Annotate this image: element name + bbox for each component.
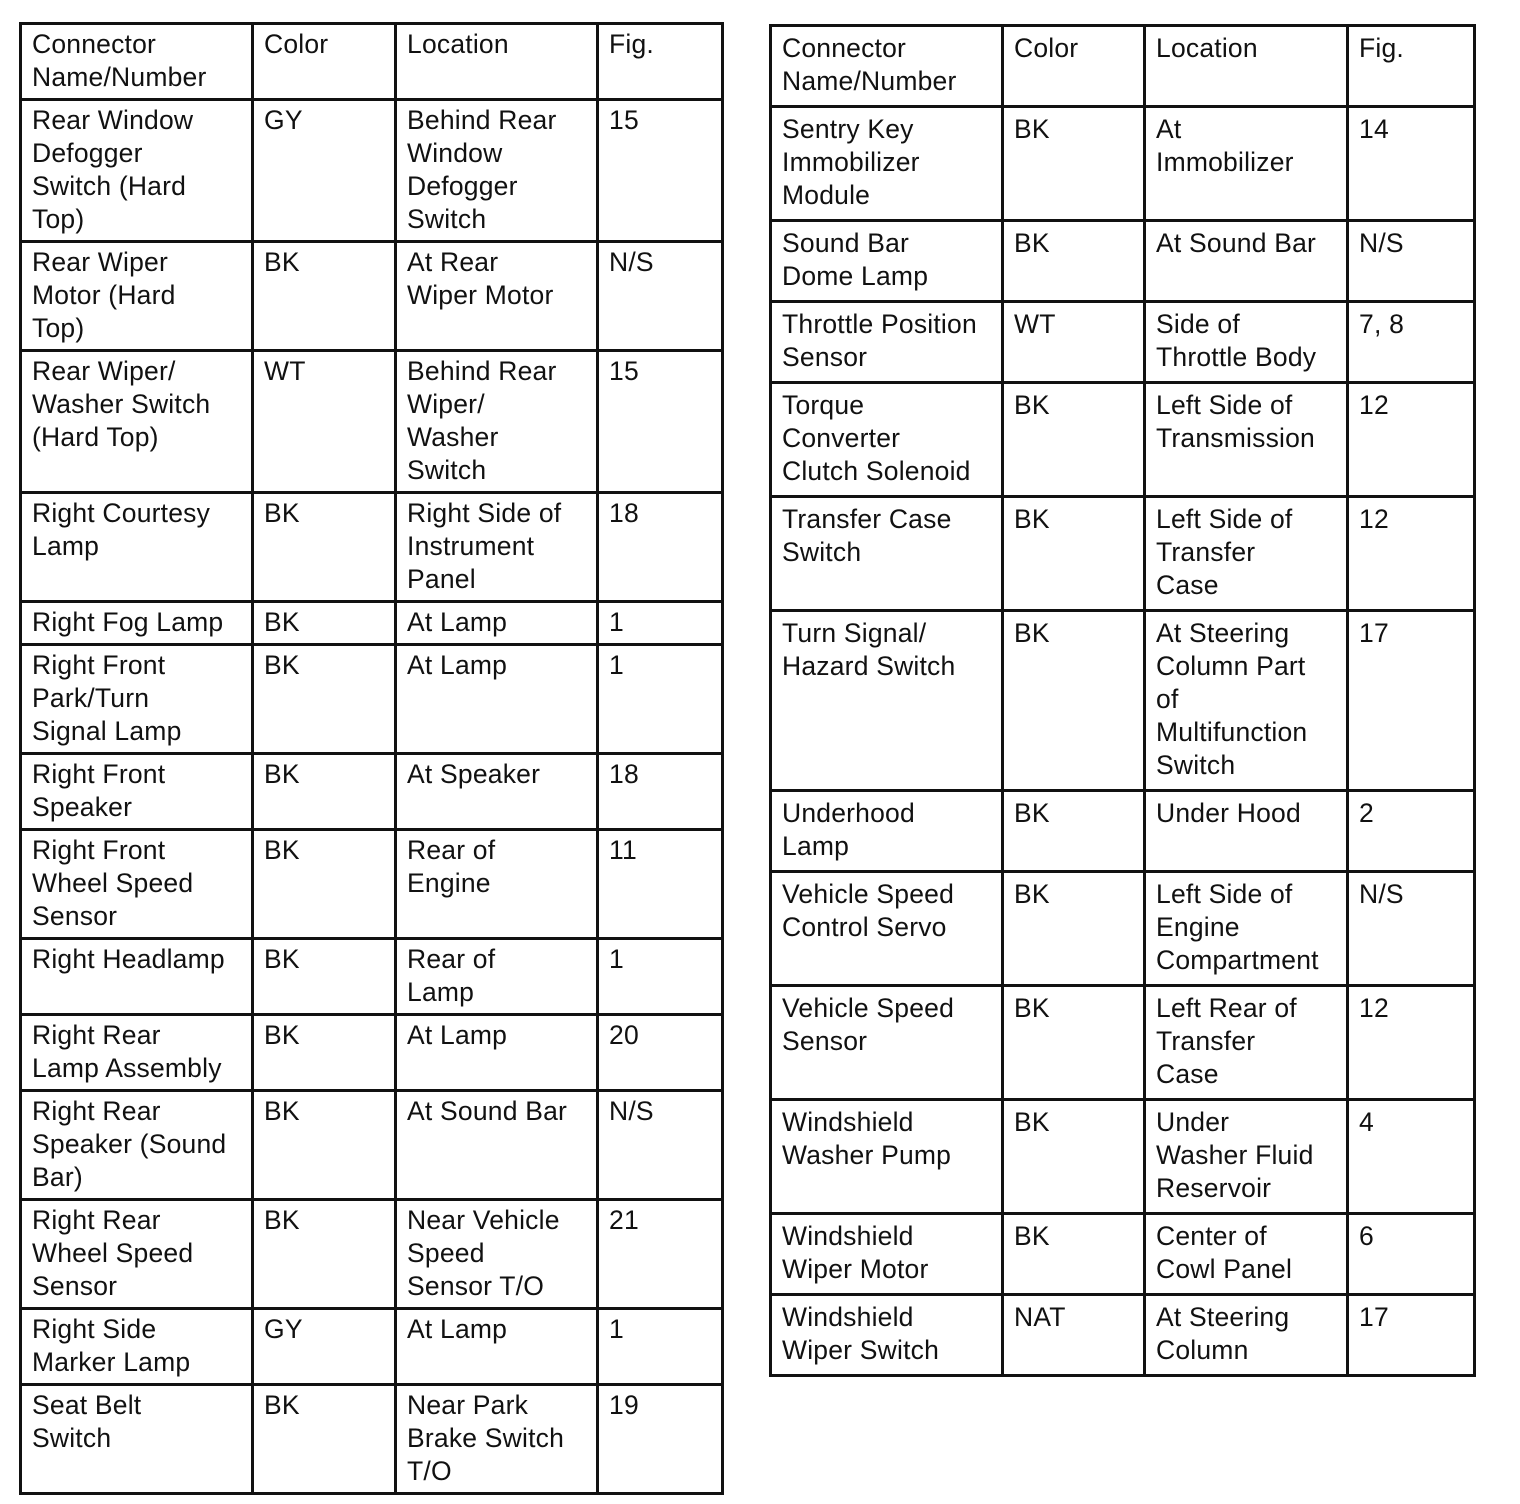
- cell-color: BK: [1003, 221, 1145, 302]
- cell-fig: 2: [1348, 791, 1475, 872]
- cell-color: BK: [253, 602, 396, 645]
- cell-connector-name: Rear Window Defogger Switch (Hard Top): [21, 100, 253, 242]
- table-row: [21, 100, 723, 242]
- cell-location: At Immobilizer: [1145, 107, 1348, 221]
- cell-color: BK: [253, 939, 396, 1015]
- cell-location: At Steering Column: [1145, 1295, 1348, 1376]
- table-row: [21, 493, 723, 602]
- cell-color: BK: [1003, 791, 1145, 872]
- header-location: Location: [1145, 26, 1348, 107]
- cell-location: At Sound Bar: [396, 1091, 598, 1200]
- table-row: [21, 645, 723, 754]
- cell-fig: 4: [1348, 1100, 1475, 1214]
- cell-color: BK: [253, 1015, 396, 1091]
- cell-location: Right Side of Instrument Panel: [396, 493, 598, 602]
- table-row: [771, 1100, 1475, 1214]
- table-row: [21, 1200, 723, 1309]
- cell-connector-name: Right Rear Lamp Assembly: [21, 1015, 253, 1091]
- connector-table-right: [769, 24, 1476, 1377]
- cell-color: BK: [253, 754, 396, 830]
- cell-connector-name: Transfer Case Switch: [771, 497, 1003, 611]
- cell-location: At Steering Column Part of Multifunction Switch: [1145, 611, 1348, 791]
- table-row: [21, 242, 723, 351]
- cell-fig: 12: [1348, 497, 1475, 611]
- cell-color: BK: [1003, 1214, 1145, 1295]
- table-row: [771, 611, 1475, 791]
- cell-location: Rear of Engine: [396, 830, 598, 939]
- table-row: [21, 351, 723, 493]
- cell-color: BK: [1003, 872, 1145, 986]
- table-row: [21, 1015, 723, 1091]
- table-body: [771, 107, 1475, 1376]
- cell-color: NAT: [1003, 1295, 1145, 1376]
- cell-location: At Lamp: [396, 1309, 598, 1385]
- cell-fig: 1: [598, 602, 723, 645]
- cell-location: Side of Throttle Body: [1145, 302, 1348, 383]
- table-body: [21, 100, 723, 1494]
- cell-color: BK: [1003, 497, 1145, 611]
- table-row: [771, 497, 1475, 611]
- table-row: [771, 221, 1475, 302]
- cell-fig: 12: [1348, 986, 1475, 1100]
- header-fig: Fig.: [1348, 26, 1475, 107]
- cell-location: At Lamp: [396, 1015, 598, 1091]
- cell-location: Left Side of Engine Compartment: [1145, 872, 1348, 986]
- cell-fig: 11: [598, 830, 723, 939]
- cell-color: BK: [1003, 383, 1145, 497]
- header-connector-name: Connector Name/Number: [771, 26, 1003, 107]
- cell-location: At Sound Bar: [1145, 221, 1348, 302]
- cell-fig: 7, 8: [1348, 302, 1475, 383]
- cell-color: BK: [1003, 107, 1145, 221]
- cell-connector-name: Vehicle Speed Sensor: [771, 986, 1003, 1100]
- table-row: [21, 939, 723, 1015]
- cell-connector-name: Right Front Speaker: [21, 754, 253, 830]
- cell-connector-name: Right Side Marker Lamp: [21, 1309, 253, 1385]
- cell-color: BK: [253, 493, 396, 602]
- table-row: [21, 1091, 723, 1200]
- header-row: [771, 26, 1475, 107]
- cell-color: GY: [253, 1309, 396, 1385]
- cell-connector-name: Torque Converter Clutch Solenoid: [771, 383, 1003, 497]
- cell-fig: N/S: [598, 1091, 723, 1200]
- cell-fig: N/S: [598, 242, 723, 351]
- header-location: Location: [396, 24, 598, 100]
- cell-connector-name: Underhood Lamp: [771, 791, 1003, 872]
- cell-fig: 17: [1348, 1295, 1475, 1376]
- table-row: [21, 1309, 723, 1385]
- cell-color: BK: [253, 242, 396, 351]
- cell-connector-name: Right Courtesy Lamp: [21, 493, 253, 602]
- cell-color: BK: [253, 1200, 396, 1309]
- cell-fig: 1: [598, 939, 723, 1015]
- cell-connector-name: Right Front Wheel Speed Sensor: [21, 830, 253, 939]
- cell-fig: 15: [598, 100, 723, 242]
- cell-color: WT: [1003, 302, 1145, 383]
- cell-connector-name: Rear Wiper/ Washer Switch (Hard Top): [21, 351, 253, 493]
- cell-location: Left Rear of Transfer Case: [1145, 986, 1348, 1100]
- cell-color: GY: [253, 100, 396, 242]
- table-row: [21, 602, 723, 645]
- table-row: [21, 1385, 723, 1494]
- cell-location: Under Hood: [1145, 791, 1348, 872]
- table-row: [771, 1295, 1475, 1376]
- cell-color: WT: [253, 351, 396, 493]
- cell-fig: 6: [1348, 1214, 1475, 1295]
- header-color: Color: [1003, 26, 1145, 107]
- cell-location: Under Washer Fluid Reservoir: [1145, 1100, 1348, 1214]
- connector-table-left: [19, 22, 724, 1495]
- table-row: [771, 383, 1475, 497]
- table-row: [771, 986, 1475, 1100]
- table-row: [771, 791, 1475, 872]
- cell-color: BK: [1003, 1100, 1145, 1214]
- cell-fig: 18: [598, 754, 723, 830]
- cell-connector-name: Right Rear Wheel Speed Sensor: [21, 1200, 253, 1309]
- cell-location: Center of Cowl Panel: [1145, 1214, 1348, 1295]
- cell-fig: N/S: [1348, 872, 1475, 986]
- header-color: Color: [253, 24, 396, 100]
- table-row: [771, 1214, 1475, 1295]
- header-fig: Fig.: [598, 24, 723, 100]
- cell-connector-name: Turn Signal/ Hazard Switch: [771, 611, 1003, 791]
- cell-color: BK: [1003, 986, 1145, 1100]
- cell-location: Near Park Brake Switch T/O: [396, 1385, 598, 1494]
- cell-color: BK: [253, 830, 396, 939]
- cell-color: BK: [253, 645, 396, 754]
- cell-connector-name: Seat Belt Switch: [21, 1385, 253, 1494]
- cell-connector-name: Windshield Wiper Motor: [771, 1214, 1003, 1295]
- cell-fig: 18: [598, 493, 723, 602]
- table-row: [771, 872, 1475, 986]
- cell-fig: 14: [1348, 107, 1475, 221]
- cell-location: Behind Rear Window Defogger Switch: [396, 100, 598, 242]
- cell-fig: 15: [598, 351, 723, 493]
- cell-fig: 17: [1348, 611, 1475, 791]
- cell-location: At Lamp: [396, 602, 598, 645]
- cell-connector-name: Windshield Washer Pump: [771, 1100, 1003, 1214]
- cell-connector-name: Throttle Position Sensor: [771, 302, 1003, 383]
- cell-location: At Rear Wiper Motor: [396, 242, 598, 351]
- cell-fig: 20: [598, 1015, 723, 1091]
- cell-location: Behind Rear Wiper/ Washer Switch: [396, 351, 598, 493]
- header-row: [21, 24, 723, 100]
- cell-location: Rear of Lamp: [396, 939, 598, 1015]
- table-row: [771, 302, 1475, 383]
- cell-fig: 21: [598, 1200, 723, 1309]
- table-row: [771, 107, 1475, 221]
- cell-connector-name: Windshield Wiper Switch: [771, 1295, 1003, 1376]
- cell-connector-name: Rear Wiper Motor (Hard Top): [21, 242, 253, 351]
- table-row: [21, 830, 723, 939]
- cell-fig: 19: [598, 1385, 723, 1494]
- cell-fig: N/S: [1348, 221, 1475, 302]
- header-connector-name: Connector Name/Number: [21, 24, 253, 100]
- cell-connector-name: Sound Bar Dome Lamp: [771, 221, 1003, 302]
- cell-location: Left Side of Transfer Case: [1145, 497, 1348, 611]
- cell-fig: 1: [598, 645, 723, 754]
- cell-color: BK: [253, 1091, 396, 1200]
- table-row: [21, 754, 723, 830]
- cell-location: At Speaker: [396, 754, 598, 830]
- cell-connector-name: Right Fog Lamp: [21, 602, 253, 645]
- cell-connector-name: Sentry Key Immobilizer Module: [771, 107, 1003, 221]
- cell-color: BK: [253, 1385, 396, 1494]
- cell-fig: 12: [1348, 383, 1475, 497]
- cell-location: Near Vehicle Speed Sensor T/O: [396, 1200, 598, 1309]
- cell-location: At Lamp: [396, 645, 598, 754]
- cell-location: Left Side of Transmission: [1145, 383, 1348, 497]
- cell-connector-name: Right Rear Speaker (Sound Bar): [21, 1091, 253, 1200]
- cell-connector-name: Right Headlamp: [21, 939, 253, 1015]
- cell-fig: 1: [598, 1309, 723, 1385]
- cell-connector-name: Right Front Park/Turn Signal Lamp: [21, 645, 253, 754]
- cell-color: BK: [1003, 611, 1145, 791]
- cell-connector-name: Vehicle Speed Control Servo: [771, 872, 1003, 986]
